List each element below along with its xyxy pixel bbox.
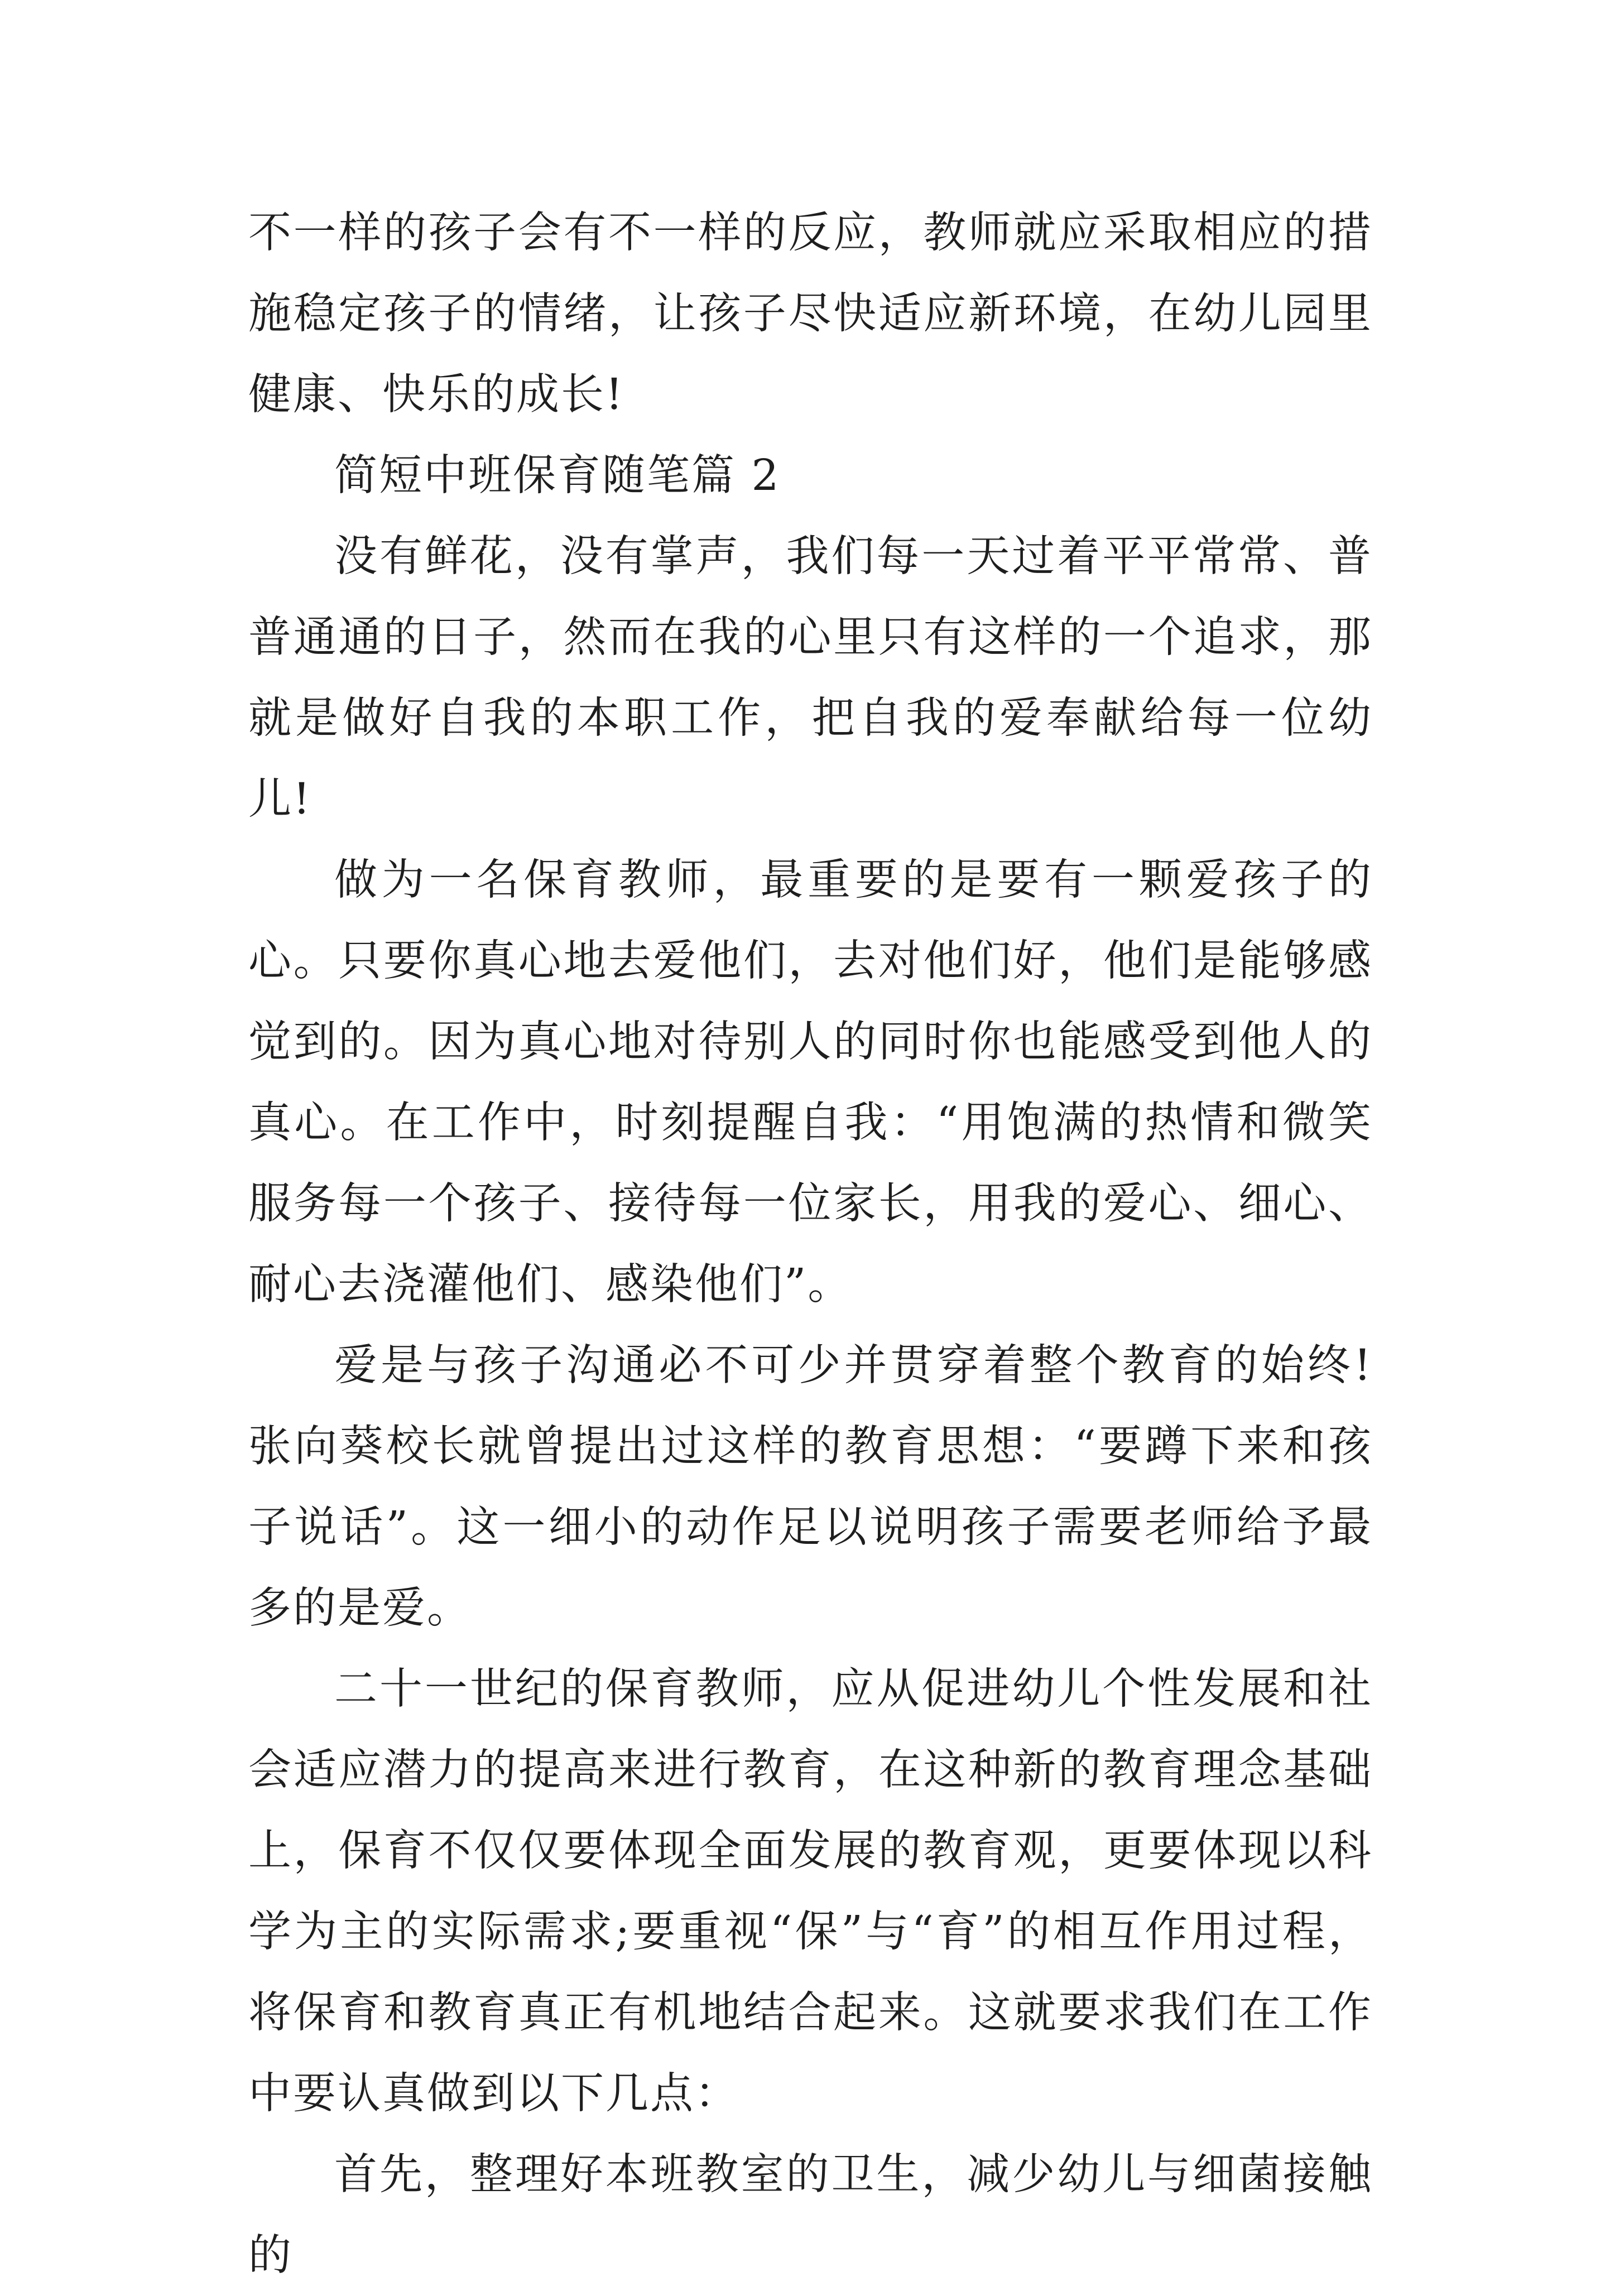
paragraph-continuation: 不一样的孩子会有不一样的反应，教师就应采取相应的措施稳定孩子的情绪，让孩子尽快适应新环境，在幼儿园里健康、快乐的成长! [248, 208, 1373, 420]
paragraph: 首先，整理好本班教室的卫生，减少幼儿与细菌接触的 [248, 2150, 1373, 2280]
paragraph: 没有鲜花，没有掌声，我们每一天过着平平常常、普普通通的日子，然而在我的心里只有这样的一个追求，那就是做好自我的本职工作，把自我的爱奉献给每一位幼儿! [248, 532, 1373, 824]
paragraph: 做为一名保育教师，最重要的是要有一颗爱孩子的心。只要你真心地去爱他们，去对他们好，他们是能够感觉到的。因为真心地对待别人的同时你也能感受到他人的真心。在工作中，时刻提醒自我：“用饱满的热情和微笑服务每一个孩子、接待每一位家长，用我的爱心、细心、耐心去浇灌他们、感染他们”。 [248, 855, 1373, 1310]
paragraph: 爱是与孩子沟通必不可少并贯穿着整个教育的始终!张向葵校长就曾提出过这样的教育思想：“要蹲下来和孩子说话”。这一细小的动作足以说明孩子需要老师给予最多的是爱。 [248, 1341, 1373, 1633]
document-body [248, 192, 1373, 2296]
paragraph: 二十一世纪的保育教师，应从促进幼儿个性发展和社会适应潜力的提高来进行教育，在这种新的教育理念基础上，保育不仅仅要体现全面发展的教育观，更要体现以科学为主的实际需求;要重视“保”与“育”的相互作用过程，将保育和教育真正有机地结合起来。这就要求我们在工作中要认真做到以下几点： [248, 1664, 1373, 2119]
section-heading: 简短中班保育随笔篇 2 [334, 451, 781, 500]
